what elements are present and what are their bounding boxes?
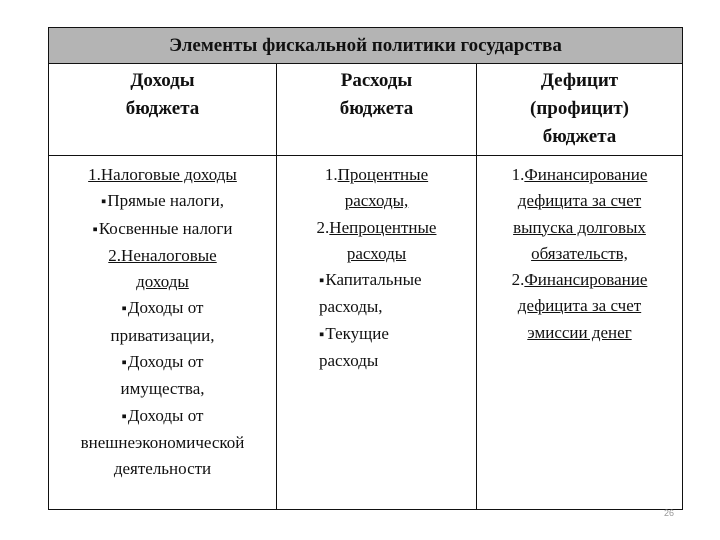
bullet-item	[49, 349, 276, 376]
item-text: доходы	[136, 272, 189, 292]
list-item	[477, 241, 682, 267]
list-item	[477, 188, 682, 214]
item-text: эмиссии денег	[527, 322, 632, 342]
list-item	[277, 215, 476, 241]
list-item	[277, 348, 476, 374]
item-text: обязательств,	[531, 243, 628, 263]
column-body-revenues	[49, 156, 276, 483]
bullet-item	[49, 216, 276, 243]
list-item	[49, 456, 276, 482]
item-text: расходы,	[344, 191, 409, 211]
item-text: Непроцентные	[329, 217, 437, 237]
list-item	[477, 267, 682, 293]
item-text: приватизации,	[110, 325, 215, 345]
list-item	[49, 430, 276, 456]
list-item	[49, 162, 276, 188]
header-line: бюджета	[339, 98, 414, 119]
list-item	[477, 320, 682, 346]
item-text: расходы,	[319, 297, 383, 317]
item-text: 1.Налоговые доходы	[88, 165, 237, 184]
item-text: Финансирование	[524, 270, 648, 290]
page-number: 26	[664, 508, 675, 518]
list-item	[49, 376, 276, 402]
column-body-deficit	[477, 156, 682, 346]
fiscal-policy-table	[48, 27, 683, 510]
list-item	[49, 243, 276, 269]
header-line: Расходы	[340, 70, 413, 91]
column-expenditures	[277, 63, 477, 509]
header-line: бюджета	[542, 126, 617, 147]
table-title: Элементы фискальной политики государства	[49, 28, 682, 64]
item-text: 2.Неналоговые	[108, 245, 217, 265]
item-number: 1.	[324, 165, 338, 184]
list-item	[277, 162, 476, 188]
list-item	[477, 293, 682, 319]
item-text: ▪ Доходы от	[122, 352, 204, 371]
bullet-item	[49, 295, 276, 322]
bullet-item	[277, 321, 476, 348]
column-body-expenditures	[277, 156, 476, 374]
bullet-item	[49, 188, 276, 215]
item-number: 2.	[316, 217, 330, 237]
item-text: расходы	[319, 351, 379, 371]
item-text: Финансирование	[524, 165, 648, 184]
list-item	[49, 323, 276, 349]
item-text: расходы	[346, 243, 407, 263]
list-item	[49, 269, 276, 295]
list-item	[277, 241, 476, 267]
list-item	[477, 215, 682, 241]
item-text: выпуска долговых	[513, 217, 646, 237]
item-text: внешнеэкономической	[80, 432, 245, 452]
column-header-deficit	[477, 63, 682, 156]
list-item	[477, 162, 682, 188]
item-text: дефицита за счет	[517, 296, 642, 316]
item-text: имущества,	[120, 379, 205, 399]
list-item	[277, 188, 476, 214]
item-number: 2.	[511, 270, 525, 290]
list-item	[277, 294, 476, 320]
item-text: деятельности	[113, 459, 212, 479]
column-revenues	[49, 63, 277, 509]
bullet-item	[49, 403, 276, 430]
column-header-expenditures	[277, 63, 476, 156]
column-deficit	[477, 63, 682, 509]
header-line: бюджета	[125, 98, 200, 119]
header-line: Доходы	[130, 70, 195, 91]
column-header-revenues	[49, 63, 276, 156]
item-text: ▪ Капитальные	[319, 270, 422, 289]
item-text: ▪ Доходы от	[122, 298, 204, 317]
item-text: ▪ Косвенные налоги	[92, 219, 232, 238]
header-line: Дефицит	[540, 70, 619, 91]
item-number: 1.	[511, 165, 525, 184]
item-text: ▪ Прямые налоги,	[101, 191, 224, 210]
item-text: Процентные	[337, 165, 429, 184]
header-line: (профицит)	[530, 98, 629, 119]
bullet-item	[277, 267, 476, 294]
item-text: ▪ Текущие	[319, 324, 389, 343]
item-text: дефицита за счет	[517, 191, 642, 211]
item-text: ▪ Доходы от	[122, 406, 204, 425]
